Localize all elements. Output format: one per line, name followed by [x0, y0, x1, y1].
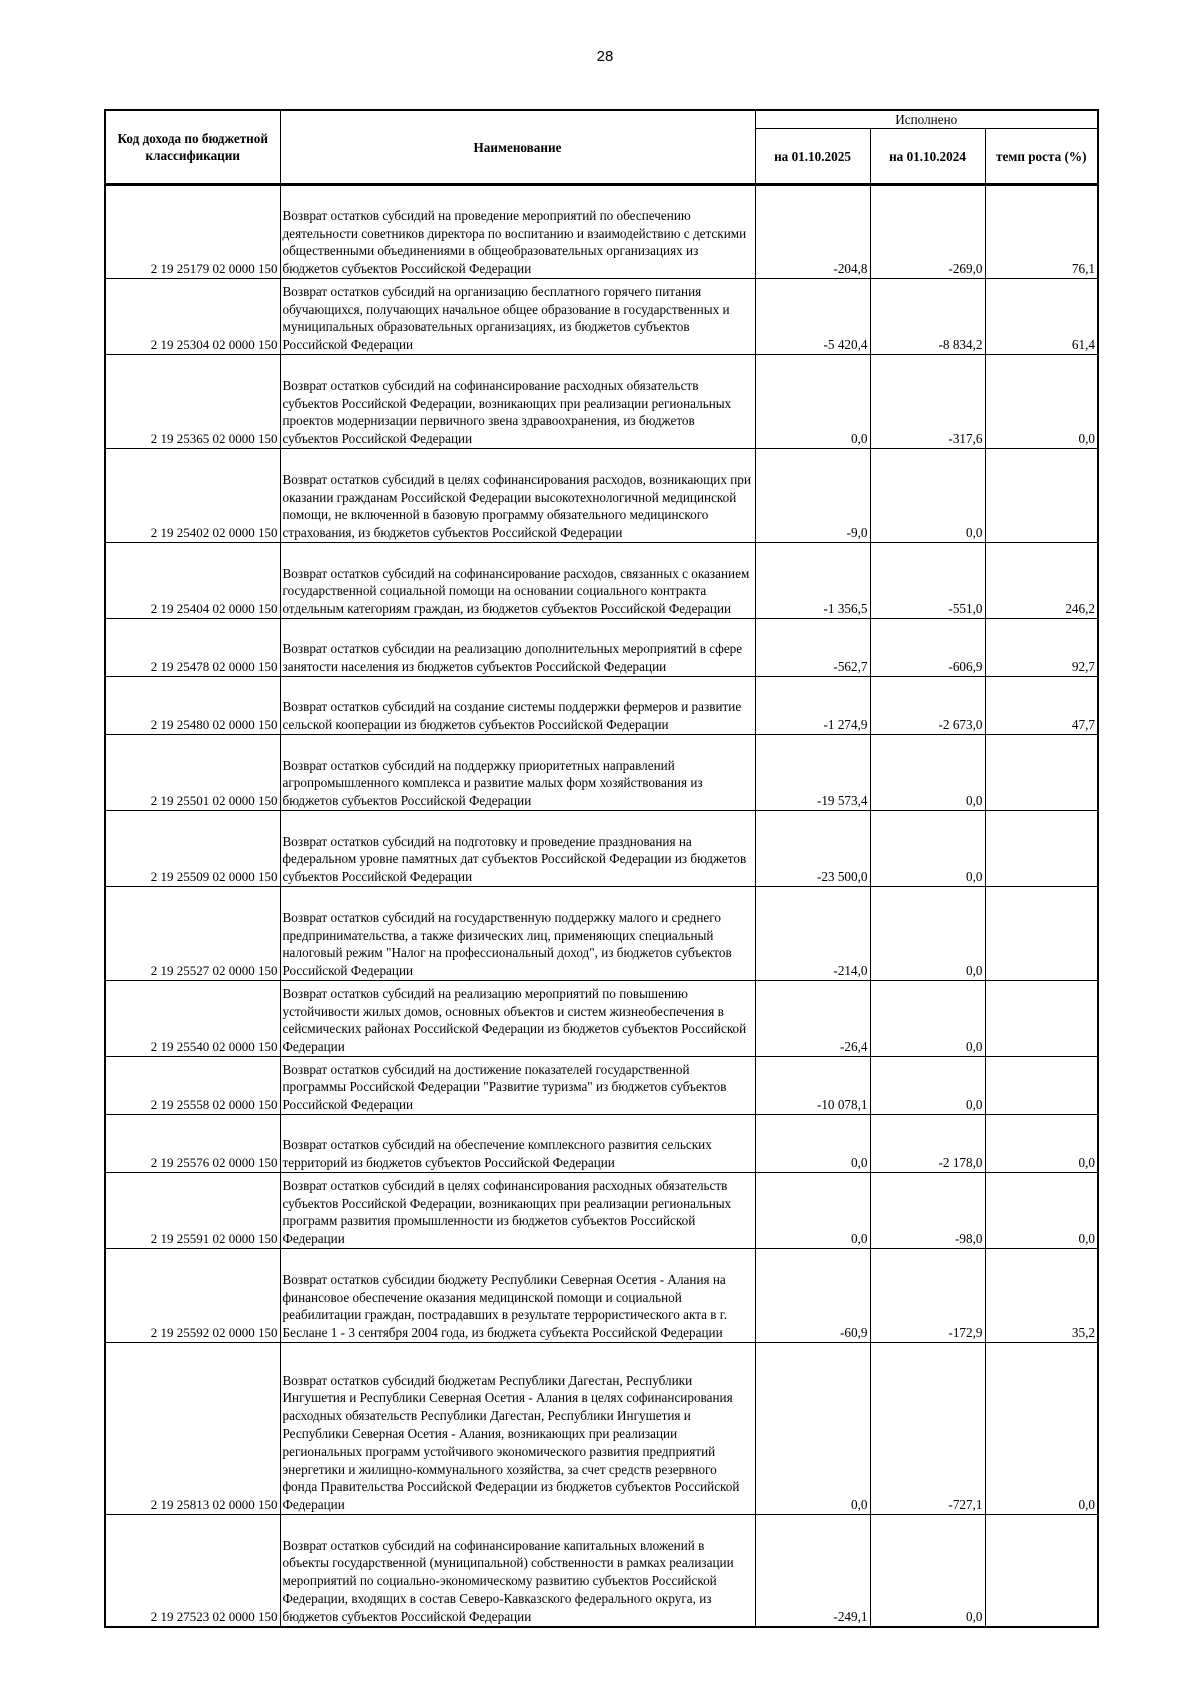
row-name: Возврат остатков субсидий на организацию бесплатного горячего питания обучающихся, получающих начальное общее образование в государственных и муниципальных образовательных организациях, из бюджетов субъектов Российской Федерации: [280, 279, 755, 355]
row-value-2024: -551,0: [870, 543, 985, 619]
table-row: [105, 619, 1098, 677]
header-2025: на 01.10.2025: [755, 129, 870, 185]
row-code: 2 19 25402 02 0000 150: [105, 449, 280, 543]
header-executed: Исполнено: [755, 110, 1098, 129]
row-name: Возврат остатков субсидий на реализацию мероприятий по повышению устойчивости жилых домов, основных объектов и систем жизнеобеспечения в сейсмических районах Российской Федерации из бюджетов субъектов Российской Федерации: [280, 981, 755, 1057]
table-row: [105, 677, 1098, 735]
row-name: Возврат остатков субсидий на проведение мероприятий по обеспечению деятельности советников директора по воспитанию и взаимодействию с детскими общественными объединениями в общеобразовательных организациях из бюджетов субъектов Российской Федерации: [280, 185, 755, 279]
table-row: [105, 449, 1098, 543]
row-code: 2 19 25304 02 0000 150: [105, 279, 280, 355]
row-growth-rate: [985, 1057, 1098, 1115]
row-code: 2 19 25501 02 0000 150: [105, 735, 280, 811]
table-body: [105, 185, 1098, 1627]
row-value-2025: -1 274,9: [755, 677, 870, 735]
row-growth-rate: 47,7: [985, 677, 1098, 735]
row-name: Возврат остатков субсидий на государственную поддержку малого и среднего предпринимательства, а также физических лиц, применяющих специальный налоговый режим "Налог на профессиональный доход", из бюджетов субъектов Российской Федерации: [280, 887, 755, 981]
page-number: 28: [596, 48, 614, 65]
row-name: Возврат остатков субсидий на достижение показателей государственной программы Российской Федерации "Развитие туризма" из бюджетов субъектов Российской Федерации: [280, 1057, 755, 1115]
row-code: 2 19 25527 02 0000 150: [105, 887, 280, 981]
row-code: 2 19 25592 02 0000 150: [105, 1249, 280, 1343]
row-code: 2 19 25404 02 0000 150: [105, 543, 280, 619]
row-value-2024: 0,0: [870, 981, 985, 1057]
row-value-2024: 0,0: [870, 811, 985, 887]
row-growth-rate: 92,7: [985, 619, 1098, 677]
row-value-2025: -214,0: [755, 887, 870, 981]
row-value-2024: -2 673,0: [870, 677, 985, 735]
row-growth-rate: 0,0: [985, 1343, 1098, 1515]
row-growth-rate: [985, 449, 1098, 543]
row-value-2025: 0,0: [755, 1343, 870, 1515]
table-row: [105, 1115, 1098, 1173]
row-growth-rate: 76,1: [985, 185, 1098, 279]
row-value-2024: -606,9: [870, 619, 985, 677]
row-value-2025: -23 500,0: [755, 811, 870, 887]
row-growth-rate: [985, 981, 1098, 1057]
row-name: Возврат остатков субсидий в целях софинансирования расходных обязательств субъектов Российской Федерации, возникающих при реализации региональных программ развития промышленности из бюджетов субъектов Российской Федерации: [280, 1173, 755, 1249]
table-row: [105, 887, 1098, 981]
row-growth-rate: 0,0: [985, 1173, 1098, 1249]
row-code: 2 19 25480 02 0000 150: [105, 677, 280, 735]
table-row: [105, 735, 1098, 811]
row-value-2025: -60,9: [755, 1249, 870, 1343]
row-growth-rate: 61,4: [985, 279, 1098, 355]
row-growth-rate: 0,0: [985, 355, 1098, 449]
header-growth: темп роста (%): [985, 129, 1098, 185]
row-name: Возврат остатков субсидий на софинансирование расходных обязательств субъектов Российской Федерации, возникающих при реализации региональных проектов модернизации первичного звена здравоохранения, из бюджетов субъектов Российской Федерации: [280, 355, 755, 449]
row-code: 2 19 27523 02 0000 150: [105, 1515, 280, 1627]
row-name: Возврат остатков субсидий на софинансирование капитальных вложений в объекты государственной (муниципальной) собственности в рамках реализации мероприятий по социально-экономическому развитию субъектов Российской Федерации, входящих в состав Северо-Кавказского федерального округа, из бюджетов субъектов Российской Федерации: [280, 1515, 755, 1627]
row-value-2025: -204,8: [755, 185, 870, 279]
row-growth-rate: [985, 887, 1098, 981]
budget-table: [104, 109, 1099, 1628]
row-value-2024: 0,0: [870, 1515, 985, 1627]
row-growth-rate: [985, 811, 1098, 887]
row-value-2024: -269,0: [870, 185, 985, 279]
row-value-2025: 0,0: [755, 355, 870, 449]
row-code: 2 19 25179 02 0000 150: [105, 185, 280, 279]
row-name: Возврат остатков субсидий на софинансирование расходов, связанных с оказанием государственной социальной помощи на основании социального контракта отдельным категориям граждан, из бюджетов субъектов Российской Федерации: [280, 543, 755, 619]
row-growth-rate: [985, 735, 1098, 811]
table-row: [105, 1515, 1098, 1627]
table-row: [105, 811, 1098, 887]
table-row: [105, 185, 1098, 279]
row-value-2025: -10 078,1: [755, 1057, 870, 1115]
row-code: 2 19 25576 02 0000 150: [105, 1115, 280, 1173]
row-value-2025: -26,4: [755, 981, 870, 1057]
row-name: Возврат остатков субсидии на реализацию дополнительных мероприятий в сфере занятости населения из бюджетов субъектов Российской Федерации: [280, 619, 755, 677]
row-code: 2 19 25540 02 0000 150: [105, 981, 280, 1057]
row-value-2024: -8 834,2: [870, 279, 985, 355]
row-code: 2 19 25558 02 0000 150: [105, 1057, 280, 1115]
row-name: Возврат остатков субсидий бюджетам Республики Дагестан, Республики Ингушетия и Республики Северная Осетия - Алания в целях софинансирования расходных обязательств Республики Дагестан, Республики Ингушетия и Республики Северная Осетия - Алания, возникающих при реализации региональных программ устойчивого экономического развития предприятий энергетики и жилищно-коммунального хозяйства, за счет средств резервного фонда Правительства Российской Федерации из бюджетов субъектов Российской Федерации: [280, 1343, 755, 1515]
table-row: [105, 355, 1098, 449]
header-2024: на 01.10.2024: [870, 129, 985, 185]
row-code: 2 19 25509 02 0000 150: [105, 811, 280, 887]
row-value-2025: 0,0: [755, 1115, 870, 1173]
row-value-2024: -727,1: [870, 1343, 985, 1515]
table-row: [105, 1249, 1098, 1343]
row-code: 2 19 25591 02 0000 150: [105, 1173, 280, 1249]
row-growth-rate: [985, 1515, 1098, 1627]
row-value-2025: -19 573,4: [755, 735, 870, 811]
row-value-2025: -562,7: [755, 619, 870, 677]
row-name: Возврат остатков субсидий на обеспечение комплексного развития сельских территорий из бюджетов субъектов Российской Федерации: [280, 1115, 755, 1173]
row-value-2025: -1 356,5: [755, 543, 870, 619]
table-row: [105, 1173, 1098, 1249]
row-value-2024: -2 178,0: [870, 1115, 985, 1173]
row-name: Возврат остатков субсидий на создание системы поддержки фермеров и развитие сельской кооперации из бюджетов субъектов Российской Федерации: [280, 677, 755, 735]
row-value-2024: 0,0: [870, 887, 985, 981]
row-value-2024: -172,9: [870, 1249, 985, 1343]
row-value-2025: 0,0: [755, 1173, 870, 1249]
row-value-2024: 0,0: [870, 1057, 985, 1115]
row-growth-rate: 246,2: [985, 543, 1098, 619]
table-row: [105, 981, 1098, 1057]
header-name: Наименование: [280, 110, 755, 185]
row-value-2024: -317,6: [870, 355, 985, 449]
table-row: [105, 1343, 1098, 1515]
row-name: Возврат остатков субсидии бюджету Республики Северная Осетия - Алания на финансовое обеспечение оказания медицинской помощи и социальной реабилитации граждан, пострадавших в результате террористического акта в г. Беслане 1 - 3 сентября 2004 года, из бюджета субъекта Российской Федерации: [280, 1249, 755, 1343]
row-value-2025: -9,0: [755, 449, 870, 543]
row-value-2024: 0,0: [870, 735, 985, 811]
row-growth-rate: 0,0: [985, 1115, 1098, 1173]
row-value-2024: 0,0: [870, 449, 985, 543]
row-code: 2 19 25478 02 0000 150: [105, 619, 280, 677]
row-value-2025: -5 420,4: [755, 279, 870, 355]
table-row: [105, 543, 1098, 619]
row-value-2025: -249,1: [755, 1515, 870, 1627]
row-code: 2 19 25813 02 0000 150: [105, 1343, 280, 1515]
row-name: Возврат остатков субсидий на подготовку и проведение празднования на федеральном уровне памятных дат субъектов Российской Федерации из бюджетов субъектов Российской Федерации: [280, 811, 755, 887]
row-name: Возврат остатков субсидий на поддержку приоритетных направлений агропромышленного комплекса и развитие малых форм хозяйствования из бюджетов субъектов Российской Федерации: [280, 735, 755, 811]
header-code: Код дохода по бюджетной классификации: [105, 110, 280, 185]
table-row: [105, 1057, 1098, 1115]
row-value-2024: -98,0: [870, 1173, 985, 1249]
row-growth-rate: 35,2: [985, 1249, 1098, 1343]
row-code: 2 19 25365 02 0000 150: [105, 355, 280, 449]
row-name: Возврат остатков субсидий в целях софинансирования расходов, возникающих при оказании гражданам Российской Федерации высокотехнологичной медицинской помощи, не включенной в базовую программу обязательного медицинского страхования, из бюджетов субъектов Российской Федерации: [280, 449, 755, 543]
table-row: [105, 279, 1098, 355]
